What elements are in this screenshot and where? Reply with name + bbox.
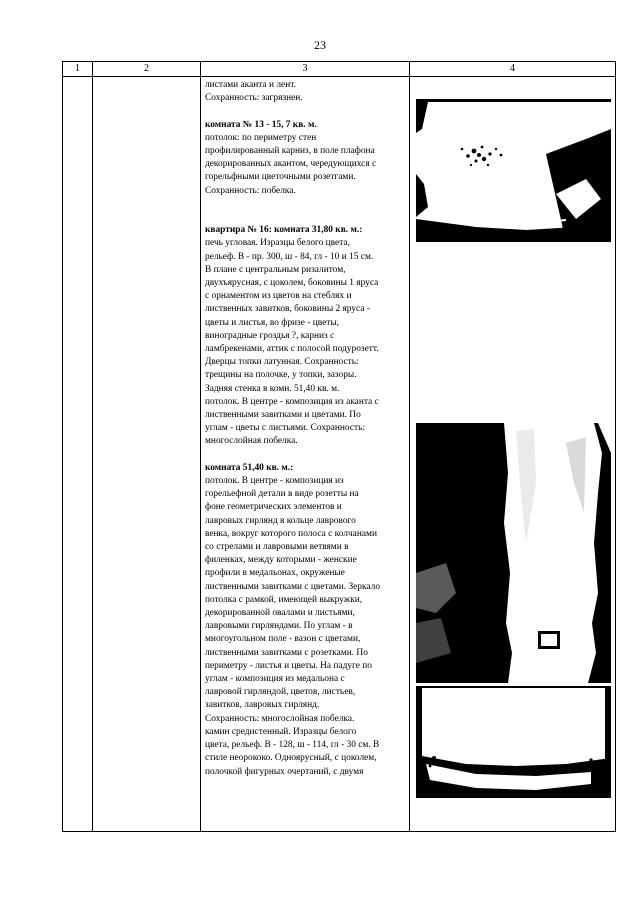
page-number: 23 [314, 38, 326, 52]
blank-line [205, 449, 405, 462]
text-line: виноградные гроздья ?, карниз с [205, 330, 335, 341]
text-line: ламбрекенами, аттик с полосой подурозетт. [205, 344, 379, 355]
text-line: профилированный карниз, в поле плафона [205, 146, 375, 156]
section-heading: комната № 13 - 15, 7 кв. м. [205, 119, 317, 130]
tiled-stove-photo [416, 423, 611, 683]
column-header: 4 [410, 62, 616, 77]
blank-line [205, 211, 405, 224]
text-line: фоне геометрических элементов и [205, 502, 342, 513]
text-line: Сохранность: побелка. [205, 185, 296, 196]
text-line: цветы и листья, во фризе - цветы, [205, 317, 340, 328]
text-line: филенках, между которыми - женские [205, 555, 357, 566]
text-line: венка, вокруг которого полоса с колчанами [205, 528, 377, 539]
text-line: Сохранность: загрязнен. [205, 93, 303, 104]
text-line: профили в медальонах, окруженые [205, 568, 345, 579]
section-heading: комната 51,40 кв. м.: [205, 462, 294, 473]
text-line: декорированной овалами и листьями, [205, 608, 355, 619]
text-line: многослойная побелка. [205, 436, 298, 447]
text-line: с орнаментом из цветов на стеблях и [205, 291, 352, 302]
text-line: цвета, рельеф. В - 128, ш - 114, гл - 30 см. В [205, 740, 380, 751]
text-line: лавровыми гирляндами. По углам - в [205, 621, 353, 632]
text-line: потолка с рамкой, имеющей выкружки, [205, 594, 363, 605]
description-cell [201, 77, 410, 832]
column-header: 1 [63, 62, 93, 77]
text-line: В плане с центральным ризалитом, [205, 264, 346, 275]
text-line: двухъярусная, с цоколем, боковины 1 яруса [205, 278, 379, 288]
text-line: трещины на полочке, у топки, зазоры. [205, 370, 357, 381]
text-line: многоугольном поле - вазон с цветами, [205, 634, 361, 645]
description-text [201, 77, 409, 779]
text-line: лиственными завитками с розетками. По [205, 647, 368, 658]
text-line: стиле неорококо. Одноярусный, с цоколем, [205, 753, 377, 764]
text-line: горельефной детали в виде розетты на [205, 489, 359, 500]
text-line: Сохранность: многослойная побелка. [205, 713, 355, 724]
table-header-row [63, 62, 616, 77]
text-line: завитков, лавровых гирлянд. [205, 700, 320, 711]
text-line: лавровых гирлянд в кольце лаврового [205, 515, 356, 526]
text-line: Дверцы топки латунная. Сохранность: [205, 357, 359, 368]
text-line: потолок. В центре - композиция из [205, 476, 344, 487]
text-line: листами аканта и лент. [205, 80, 296, 90]
text-line: лиственными завитками с цветами. Зеркало [205, 581, 381, 592]
text-line: потолок: по периметру стен [205, 132, 317, 143]
text-line: потолок. В центре - композиция из аканта с [205, 396, 379, 407]
text-line: лиственных завитков, боковины 2 яруса - [205, 304, 370, 315]
ceiling-cornice-photo [416, 99, 611, 242]
text-line: со стрелами и лавровыми ветвями в [205, 542, 349, 553]
text-line: полочкой фигурных очертаний, с двумя [205, 766, 364, 777]
text-line: лиственными завитками и цветами. По [205, 410, 361, 421]
text-line: углам - композиция из медальона с [205, 674, 345, 685]
text-line: лавровой гирляндой, цветов, листьев, [205, 687, 356, 698]
cell-col-2 [93, 77, 201, 832]
text-line: камин средистенный. Изразцы белого [205, 726, 357, 737]
text-line: периметру - листья и цветы. На падуге по [205, 660, 372, 671]
blank-line [205, 105, 405, 118]
cell-col-1 [63, 77, 93, 832]
column-header: 3 [201, 62, 410, 77]
text-line: углам - цветы с листьями. Сохранность: [205, 423, 365, 434]
text-line: печь угловая. Изразцы белого цвета, [205, 238, 350, 249]
text-line: декорированных акантом, чередующихся с [205, 159, 377, 170]
text-line: Задняя стенка в комн. 51,40 кв. м. [205, 383, 340, 394]
column-header: 2 [93, 62, 201, 77]
text-line: горельфными цветочными розетгами. [205, 172, 356, 183]
text-line: рельеф. В - пр. 300, ш - 84, гл - 10 и 15 см. [205, 251, 374, 262]
blank-line [205, 198, 405, 211]
ceiling-photo [416, 686, 611, 798]
section-heading: квартира № 16: комната 31,80 кв. м.: [205, 225, 363, 236]
